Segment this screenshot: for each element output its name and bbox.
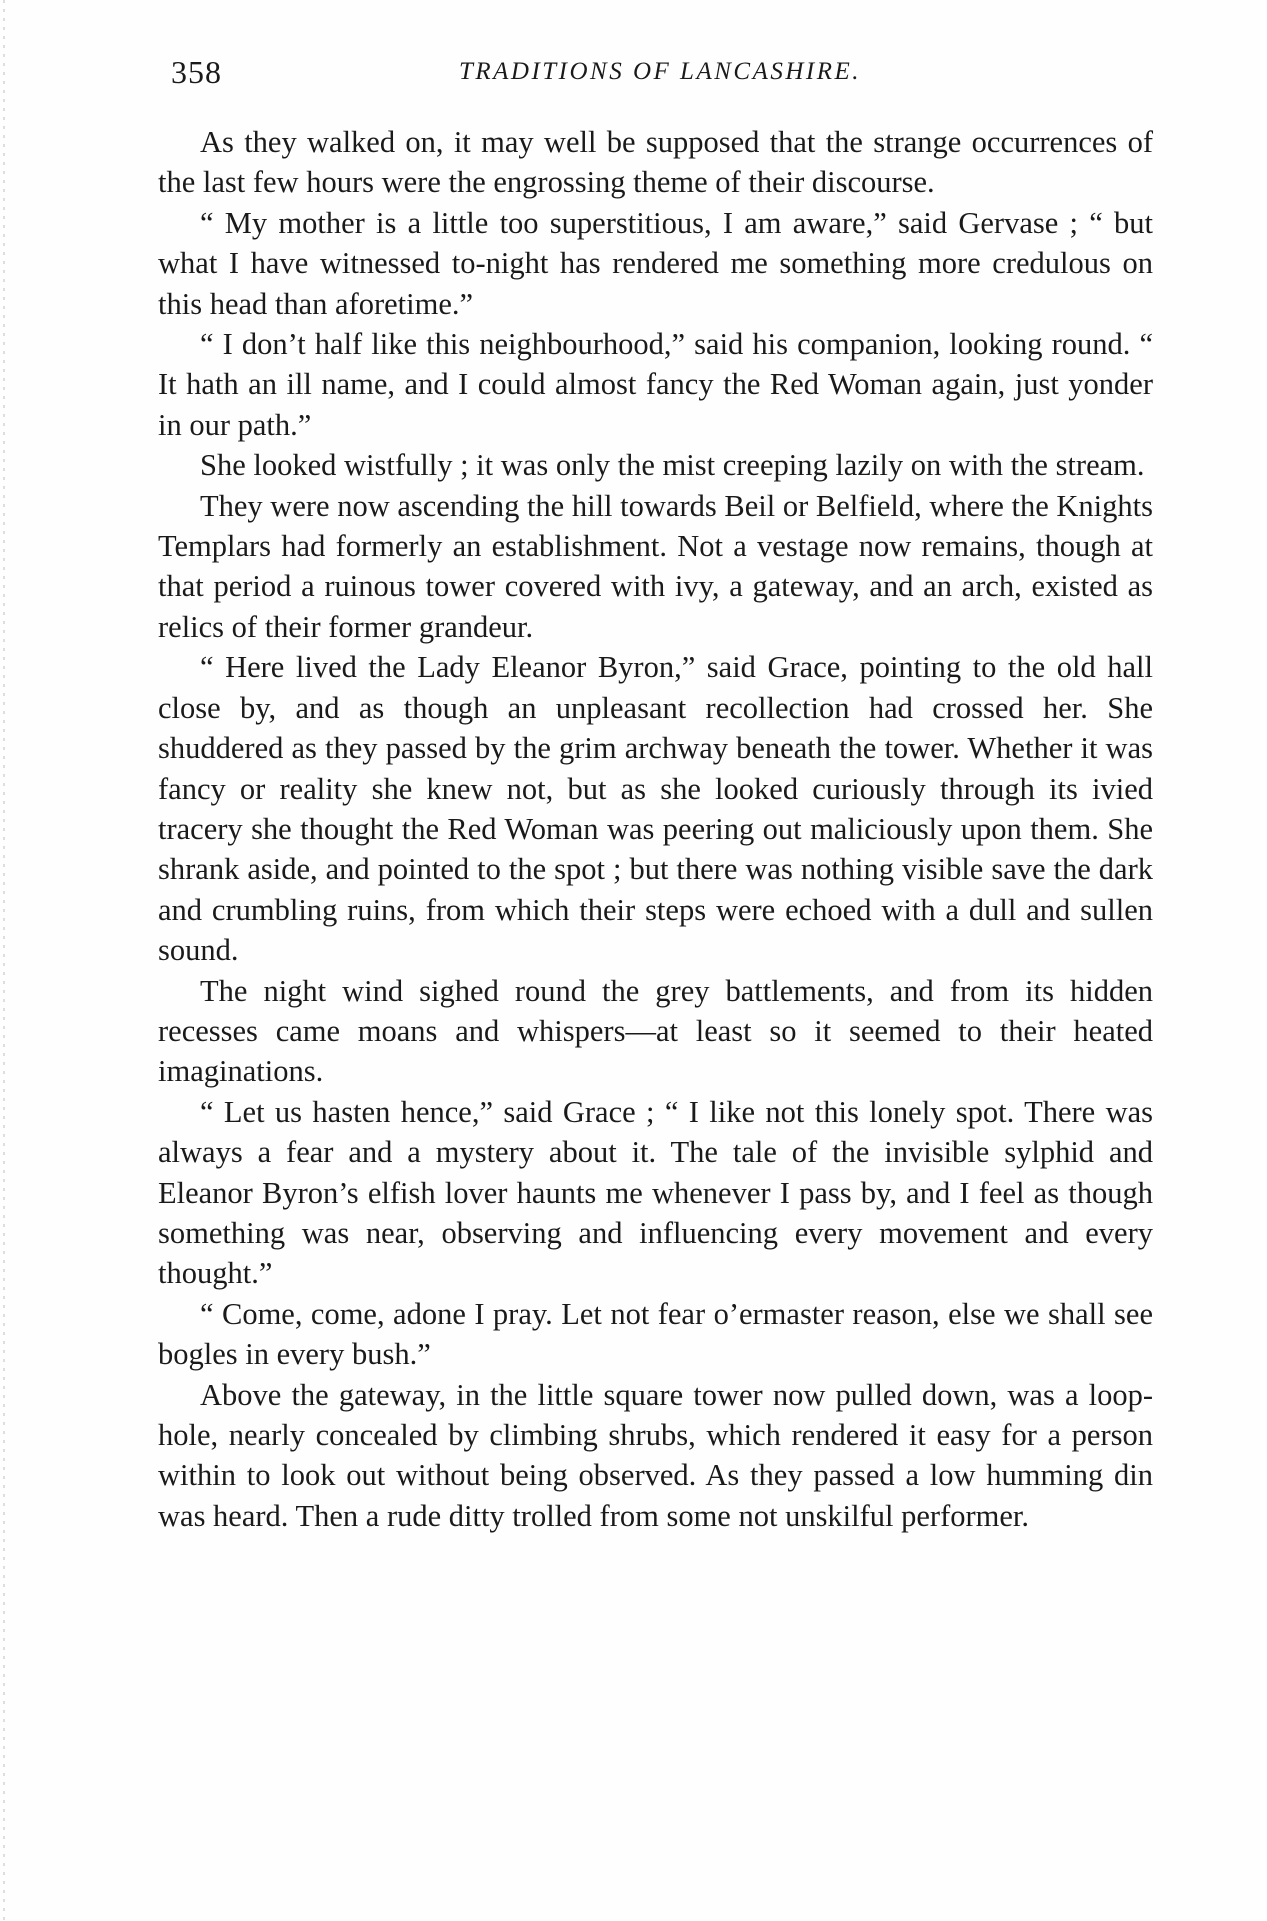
paragraph: “ My mother is a little too superstitious, I am aware,” said Gervase ; “ but what I have witnessed to-night has rendered me something more credulous on this head than aforetime.”: [158, 205, 1153, 321]
body-text: [158, 122, 1153, 1536]
paragraph: She looked wistfully ; it was only the mist creeping lazily on with the stream.: [200, 448, 1145, 483]
paragraph: As they walked on, it may well be supposed that the strange occurrences of the last few hours were the engrossing theme of their discourse.: [158, 125, 1153, 200]
page-header: [165, 50, 1155, 90]
running-title: TRADITIONS OF LANCASHIRE.: [458, 58, 862, 85]
paragraph: The night wind sighed round the grey battlements, and from its hidden recesses came moans and whispers—at least so it seemed to their heated imaginations.: [158, 973, 1153, 1089]
scan-gutter-edge: [3, 0, 5, 1921]
paragraph: They were now ascending the hill towards Beil or Belfield, where the Knights Templars had formerly an establishment. Not a vestage now remains, though at that period a ruinous tower covered with ivy, a gateway, and an arch, existed as relics of their former grandeur.: [158, 488, 1153, 644]
paragraph: “ I don’t half like this neighbourhood,” said his companion, looking round. “ It hath an ill name, and I could almost fancy the Red Woman again, just yonder in our path.”: [158, 327, 1153, 442]
page-number: 358: [171, 54, 222, 90]
paragraph: “ Come, come, adone I pray. Let not fear o’ermaster reason, else we shall see bogles in every bush.”: [158, 1296, 1153, 1372]
paragraph: Above the gateway, in the little square tower now pulled down, was a loop-hole, nearly concealed by climbing shrubs, which rendered it easy for a person within to look out without being observed. As they passed a low humming din was heard. Then a rude ditty trolled from some not unskilful performer.: [158, 1377, 1153, 1533]
paragraph: “ Here lived the Lady Eleanor Byron,” said Grace, pointing to the old hall close by, and as though an unpleasant recollection had crossed her. She shuddered as they passed by the grim archway beneath the tower. Whether it was fancy or reality she knew not, but as she looked curiously through its ivied tracery she thought the Red Woman was peering out maliciously upon them. She shrank aside, and pointed to the spot ; but there was nothing visible save the dark and crumbling ruins, from which their steps were echoed with a dull and sullen sound.: [158, 650, 1153, 968]
paragraph: “ Let us hasten hence,” said Grace ; “ I like not this lonely spot. There was always a fear and a mystery about it. The tale of the invisible sylphid and Eleanor Byron’s elfish lover haunts me whenever I pass by, and I feel as though something was near, observing and influencing every movement and every thought.”: [158, 1094, 1153, 1291]
